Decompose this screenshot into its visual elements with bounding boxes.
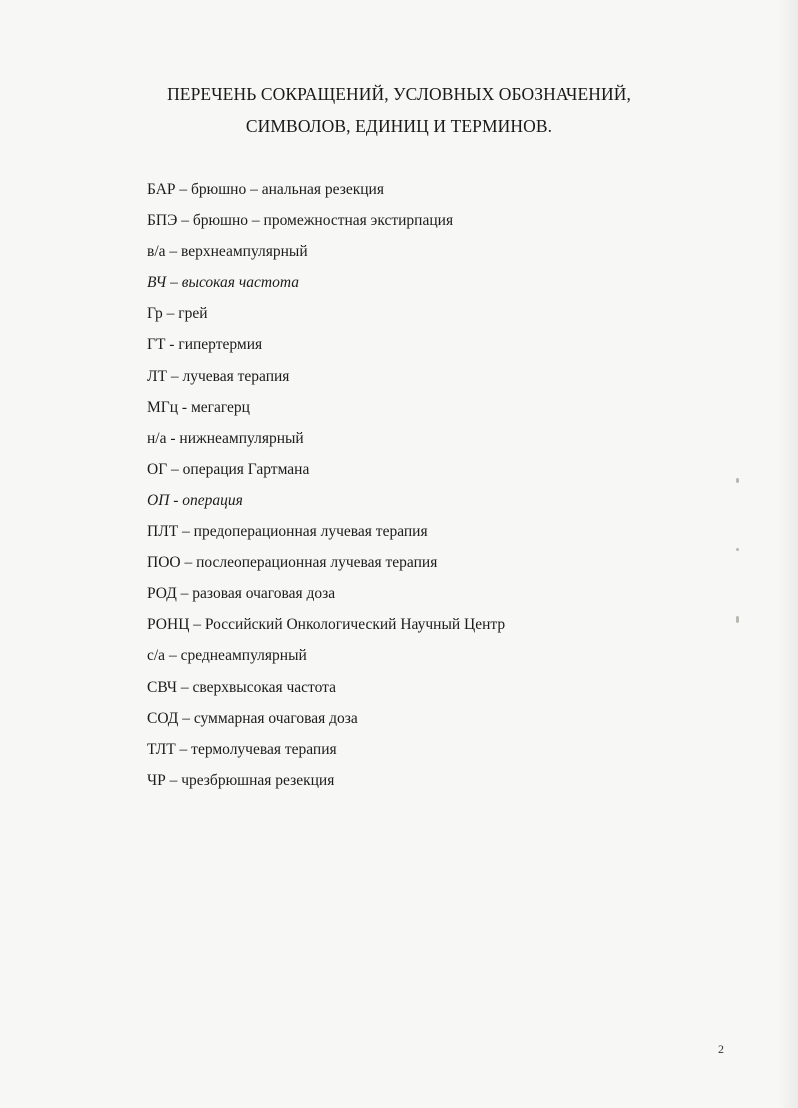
abbreviation-item: ГТ - гипертермия [147,336,263,354]
scan-speck [736,478,739,483]
abbreviation-item: ЧР – чрезбрюшная резекция [147,771,335,789]
abbreviation-item: БАР – брюшно – анальная резекция [147,181,384,198]
abbreviation-item: ПОО – послеоперационная лучевая терапия [147,554,438,572]
abbreviation-item: ВЧ – высокая частота [147,274,299,292]
abbreviation-item: МГц - мегагерц [147,398,250,416]
abbreviation-item: СОД – суммарная очаговая доза [147,709,358,727]
scan-speck [736,616,739,623]
abbreviation-item: РОНЦ – Российский Онкологический Научный Центр [147,616,506,634]
abbreviation-item: РОД – разовая очаговая доза [147,585,336,603]
page-title [0,78,798,142]
abbreviation-item: н/а - нижнеампулярный [147,429,304,447]
abbreviation-item: в/а – верхнеампулярный [147,243,308,261]
abbreviation-item: Гр – грей [147,305,208,323]
abbreviation-item: ЛТ – лучевая терапия [147,367,290,385]
title-line-2: СИМВОЛОВ, ЕДИНИЦ И ТЕРМИНОВ. [245,116,553,136]
abbreviation-item: ТЛТ – термолучевая терапия [147,740,337,758]
title-line-1: ПЕРЕЧЕНЬ СОКРАЩЕНИЙ, УСЛОВНЫХ ОБОЗНАЧЕНИЙ, [167,84,631,104]
abbreviation-item: с/а – среднеампулярный [147,647,307,665]
abbreviation-item: ОП - операция [147,491,243,509]
abbreviation-list [147,174,505,796]
abbreviation-item: ПЛТ – предоперационная лучевая терапия [147,523,428,541]
page-number: 2 [718,1042,724,1056]
abbreviation-item: БПЭ – брюшно – промежностная экстирпация [147,212,454,230]
abbreviation-item: СВЧ – сверхвысокая частота [147,678,337,696]
scan-speck [736,548,739,551]
abbreviation-item: ОГ – операция Гартмана [147,460,310,478]
